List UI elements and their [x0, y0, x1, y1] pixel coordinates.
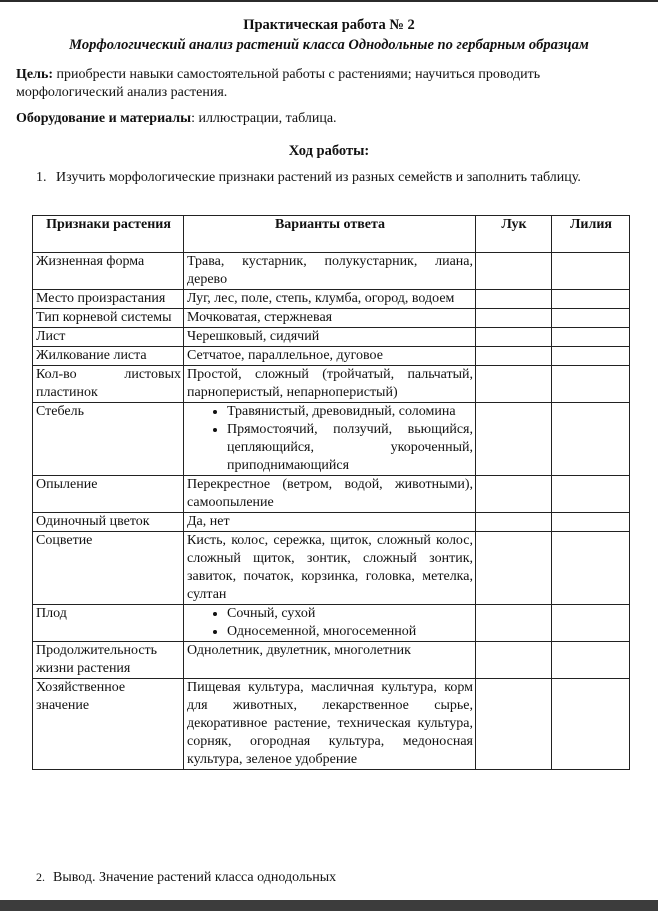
- onion-answer-cell[interactable]: [476, 513, 552, 532]
- table-row: [33, 309, 630, 328]
- options-bullet: • Прямостоячий, ползучий, вьющийся, цепляющийся, укороченный, приподнимающийся: [227, 421, 473, 475]
- options-cell: Трава, кустарник, полукустарник, лиана, дерево: [184, 253, 476, 290]
- onion-answer-cell[interactable]: [476, 679, 552, 770]
- equipment-text: : иллюстрации, таблица.: [191, 111, 337, 126]
- options-cell: Черешковый, сидячий: [184, 328, 476, 347]
- task-2-text: Вывод. Значение растений класса однодольных: [53, 870, 337, 885]
- feature-cell: Продолжительность жизни растения: [33, 642, 184, 679]
- options-bullet-list: [187, 605, 473, 641]
- onion-answer-cell[interactable]: [476, 290, 552, 309]
- goal-label: Цель:: [16, 67, 54, 82]
- feature-cell: Место произрастания: [33, 290, 184, 309]
- top-frame-edge: [0, 0, 658, 2]
- header-onion: Лук: [476, 216, 552, 253]
- onion-answer-cell[interactable]: [476, 309, 552, 328]
- options-cell: Пищевая культура, масличная культура, корм для животных, лекарственное сырье, декоративное растение, техническая культура, сорняк, огородная культура, медоносная культура, зеленое удобрение: [184, 679, 476, 770]
- onion-answer-cell[interactable]: [476, 532, 552, 605]
- options-cell: Сетчатое, параллельное, дуговое: [184, 347, 476, 366]
- feature-cell: Одиночный цветок: [33, 513, 184, 532]
- task-2-number: 2.: [36, 870, 45, 884]
- goal-text: приобрести навыки самостоятельной работы с растениями; научиться проводить морфологический анализ растения.: [16, 67, 541, 100]
- lily-answer-cell[interactable]: [552, 642, 630, 679]
- task-2: [36, 868, 336, 887]
- options-cell: Однолетник, двулетник, многолетник: [184, 642, 476, 679]
- feature-cell: Лист: [33, 328, 184, 347]
- onion-answer-cell[interactable]: [476, 328, 552, 347]
- feature-cell: Плод: [33, 605, 184, 642]
- lily-answer-cell[interactable]: [552, 309, 630, 328]
- feature-cell: Соцветие: [33, 532, 184, 605]
- lily-answer-cell[interactable]: [552, 290, 630, 309]
- table-row: [33, 253, 630, 290]
- options-cell: [184, 403, 476, 476]
- feature-cell: Кол-во листовых пластинок: [33, 366, 184, 403]
- progress-heading: Ход работы:: [288, 143, 370, 159]
- page-title: Практическая работа № 2: [243, 17, 415, 33]
- onion-answer-cell[interactable]: [476, 476, 552, 513]
- options-bullet: • Травянистый, древовидный, соломина: [227, 403, 473, 421]
- feature-cell: Жизненная форма: [33, 253, 184, 290]
- lily-answer-cell[interactable]: [552, 476, 630, 513]
- header-feature: Признаки растения: [33, 216, 184, 253]
- lily-answer-cell[interactable]: [552, 328, 630, 347]
- table-header-row: [33, 216, 630, 253]
- task-1-text: Изучить морфологические признаки растений из разных семейств и заполнить таблицу.: [56, 170, 581, 185]
- table-row: [33, 290, 630, 309]
- lily-answer-cell[interactable]: [552, 366, 630, 403]
- lily-answer-cell[interactable]: [552, 253, 630, 290]
- options-cell: Перекрестное (ветром, водой, животными), самоопыление: [184, 476, 476, 513]
- table-row: [33, 403, 630, 476]
- onion-answer-cell[interactable]: [476, 403, 552, 476]
- lily-answer-cell[interactable]: [552, 403, 630, 476]
- table-row: [33, 679, 630, 770]
- lily-answer-cell[interactable]: [552, 532, 630, 605]
- table-row: [33, 347, 630, 366]
- onion-answer-cell[interactable]: [476, 605, 552, 642]
- feature-cell: Тип корневой системы: [33, 309, 184, 328]
- onion-answer-cell[interactable]: [476, 253, 552, 290]
- feature-cell: Жилкование листа: [33, 347, 184, 366]
- morphology-table: [32, 215, 630, 770]
- table-row: [33, 532, 630, 605]
- onion-answer-cell[interactable]: [476, 366, 552, 403]
- task-1-number: 1.: [36, 170, 47, 185]
- goal-paragraph: [16, 66, 636, 102]
- onion-answer-cell[interactable]: [476, 642, 552, 679]
- options-bullet-list: [187, 403, 473, 475]
- feature-cell: Хозяйственное значение: [33, 679, 184, 770]
- equipment-label: Оборудование и материалы: [16, 111, 192, 126]
- feature-cell: Опыление: [33, 476, 184, 513]
- table-row: [33, 476, 630, 513]
- lily-answer-cell[interactable]: [552, 347, 630, 366]
- options-bullet: • Односеменной, многосеменной: [227, 623, 473, 641]
- options-bullet: • Сочный, сухой: [227, 605, 473, 623]
- onion-answer-cell[interactable]: [476, 347, 552, 366]
- equipment-paragraph: [16, 110, 636, 128]
- options-cell: Мочковатая, стержневая: [184, 309, 476, 328]
- bottom-frame-edge: [0, 900, 658, 911]
- table-row: [33, 328, 630, 347]
- options-cell: [184, 605, 476, 642]
- lily-answer-cell[interactable]: [552, 513, 630, 532]
- table-row: [33, 605, 630, 642]
- table-row: [33, 513, 630, 532]
- options-cell: Кисть, колос, сережка, щиток, сложный колос, сложный щиток, зонтик, сложный зонтик, завиток, початок, корзинка, головка, метелка, султан: [184, 532, 476, 605]
- header-lily: Лилия: [552, 216, 630, 253]
- options-cell: Простой, сложный (тройчатый, пальчатый, парноперистый, непарноперистый): [184, 366, 476, 403]
- table-row: [33, 642, 630, 679]
- options-cell: Луг, лес, поле, степь, клумба, огород, водоем: [184, 290, 476, 309]
- lily-answer-cell[interactable]: [552, 605, 630, 642]
- table-row: [33, 366, 630, 403]
- feature-cell: Стебель: [33, 403, 184, 476]
- header-options: Варианты ответа: [184, 216, 476, 253]
- options-cell: Да, нет: [184, 513, 476, 532]
- lily-answer-cell[interactable]: [552, 679, 630, 770]
- page-subtitle: Морфологический анализ растений класса Однодольные по гербарным образцам: [69, 37, 589, 53]
